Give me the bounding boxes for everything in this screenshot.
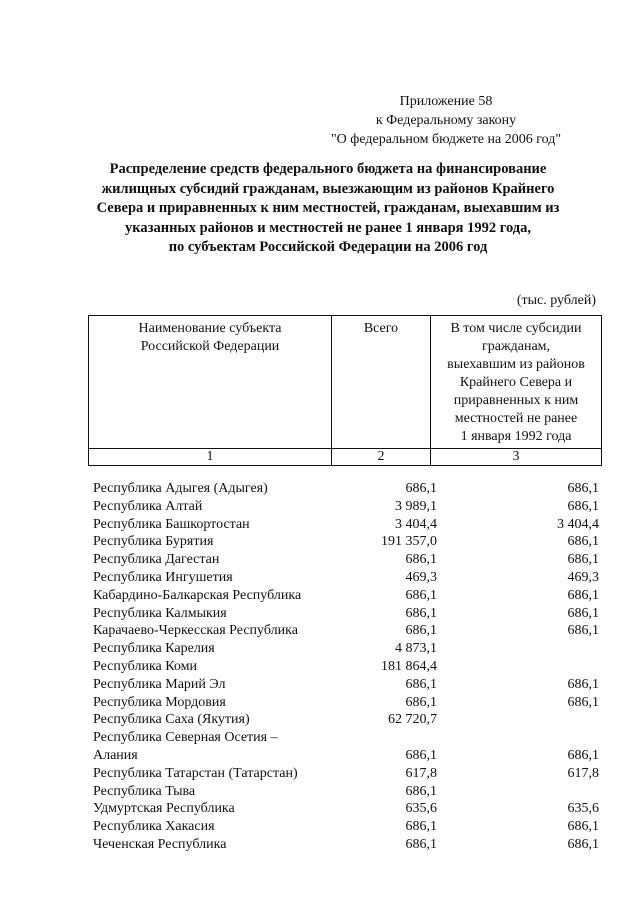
region-name: Республика Марий Эл	[93, 676, 226, 692]
region-name: Республика Башкортостан	[93, 516, 250, 532]
total-value: 686,1	[405, 552, 437, 568]
total-value: 635,6	[405, 801, 437, 817]
total-value: 686,1	[405, 747, 437, 763]
subsidy-value: 686,1	[567, 747, 599, 763]
title-line: указанных районов и местностей не ранее 1 января 1992 года,	[125, 219, 531, 236]
total-value: 4 873,1	[395, 641, 437, 657]
table-row	[93, 587, 599, 605]
region-name: Республика Северная Осетия – Алания	[93, 730, 278, 763]
appendix-law-ref: к Федеральному закону	[375, 113, 517, 128]
subsidy-value: 686,1	[567, 694, 599, 710]
total-value: 686,1	[405, 694, 437, 710]
region-name: Республика Коми	[93, 658, 197, 674]
subsidy-value: 686,1	[567, 836, 599, 852]
header-num-2: 2	[332, 449, 431, 466]
total-value: 686,1	[405, 587, 437, 603]
table-row	[93, 533, 599, 551]
appendix-law-title: "О федеральном бюджете на 2006 год"	[330, 132, 562, 147]
total-value: 3 404,4	[395, 516, 437, 532]
total-value: 686,1	[405, 819, 437, 835]
region-name: Республика Тыва	[93, 783, 196, 799]
subsidy-value: 686,1	[567, 605, 599, 621]
region-name: Республика Дагестан	[93, 552, 220, 568]
region-name: Карачаево-Черкесская Республика	[93, 623, 298, 639]
region-name: Республика Бурятия	[93, 534, 214, 550]
subsidy-value: 686,1	[567, 623, 599, 639]
document-title	[80, 160, 576, 258]
subsidy-value: 686,1	[567, 552, 599, 568]
table-header	[88, 315, 602, 466]
subsidy-value: 686,1	[567, 481, 599, 496]
table-row	[93, 516, 599, 534]
region-name: Республика Ингушетия	[93, 569, 233, 585]
total-value: 191 357,0	[381, 534, 437, 550]
region-name: Республика Карелия	[93, 641, 215, 657]
subsidy-value: 686,1	[567, 819, 599, 835]
appendix-header	[300, 92, 592, 149]
header-col-total: Всего	[332, 316, 431, 449]
total-value: 686,1	[405, 836, 437, 852]
header-num-3: 3	[431, 449, 602, 466]
region-name: Чеченская Республика	[93, 836, 227, 852]
table-row	[93, 818, 599, 836]
region-name: Республика Татарстан (Татарстан)	[93, 765, 298, 781]
region-name: Республика Адыгея (Адыгея)	[93, 481, 268, 496]
region-name: Удмуртская Республика	[93, 801, 235, 817]
table-row	[93, 658, 599, 676]
subsidy-value: 686,1	[567, 676, 599, 692]
title-line: Распределение средств федерального бюджета на финансирование	[109, 161, 547, 177]
table-row	[93, 783, 599, 801]
table-row	[93, 640, 599, 658]
subsidy-value: 686,1	[567, 587, 599, 603]
table-row	[93, 551, 599, 569]
table-row	[93, 569, 599, 587]
table-row	[93, 676, 599, 694]
total-value: 686,1	[405, 623, 437, 639]
total-value: 617,8	[405, 765, 437, 781]
region-name: Республика Алтай	[93, 498, 203, 514]
header-col-subsidies: В том числе субсидии гражданам, выехавшим из районов Крайнего Севера и приравненных к ним местностей не ранее 1 января 1992 года	[431, 316, 602, 449]
table-row	[93, 480, 599, 498]
region-name: Республика Хакасия	[93, 819, 215, 835]
title-line: жилищных субсидий гражданам, выезжающим из районов Крайнего	[101, 180, 555, 197]
total-value: 62 720,7	[388, 712, 437, 728]
title-line: Севера и приравненных к ним местностей, гражданам, выехавшим из	[96, 200, 560, 216]
subsidy-value: 3 404,4	[557, 516, 599, 532]
total-value: 686,1	[405, 783, 437, 799]
units-label: (тыс. рублей)	[516, 293, 596, 308]
region-name: Республика Мордовия	[93, 694, 226, 710]
table-row	[93, 800, 599, 818]
table-row	[93, 765, 599, 783]
subsidy-value: 617,8	[567, 765, 599, 781]
table-row	[93, 836, 599, 854]
table-row	[93, 694, 599, 712]
title-line: по субъектам Российской Федерации на 2006 год	[168, 239, 488, 255]
total-value: 3 989,1	[395, 498, 437, 514]
table-row	[93, 729, 599, 765]
subsidy-value: 469,3	[567, 569, 599, 585]
subsidy-value: 686,1	[567, 498, 599, 514]
total-value: 686,1	[405, 605, 437, 621]
region-name: Республика Саха (Якутия)	[93, 712, 250, 728]
region-name: Кабардино-Балкарская Республика	[93, 587, 302, 603]
table-row	[93, 711, 599, 729]
table-row	[93, 622, 599, 640]
total-value: 686,1	[405, 481, 437, 496]
table-row	[93, 498, 599, 516]
region-name: Республика Калмыкия	[93, 605, 227, 621]
subsidy-value: 635,6	[567, 801, 599, 817]
total-value: 181 864,4	[381, 658, 437, 674]
header-col-subject: Наименование субъекта Российской Федерации	[89, 316, 332, 449]
total-value: 469,3	[405, 569, 437, 585]
appendix-number: Приложение 58	[399, 94, 493, 109]
total-value: 686,1	[405, 676, 437, 692]
subsidy-value: 686,1	[567, 534, 599, 550]
table-row	[93, 605, 599, 623]
table-body	[93, 480, 599, 854]
header-num-1: 1	[89, 449, 332, 466]
